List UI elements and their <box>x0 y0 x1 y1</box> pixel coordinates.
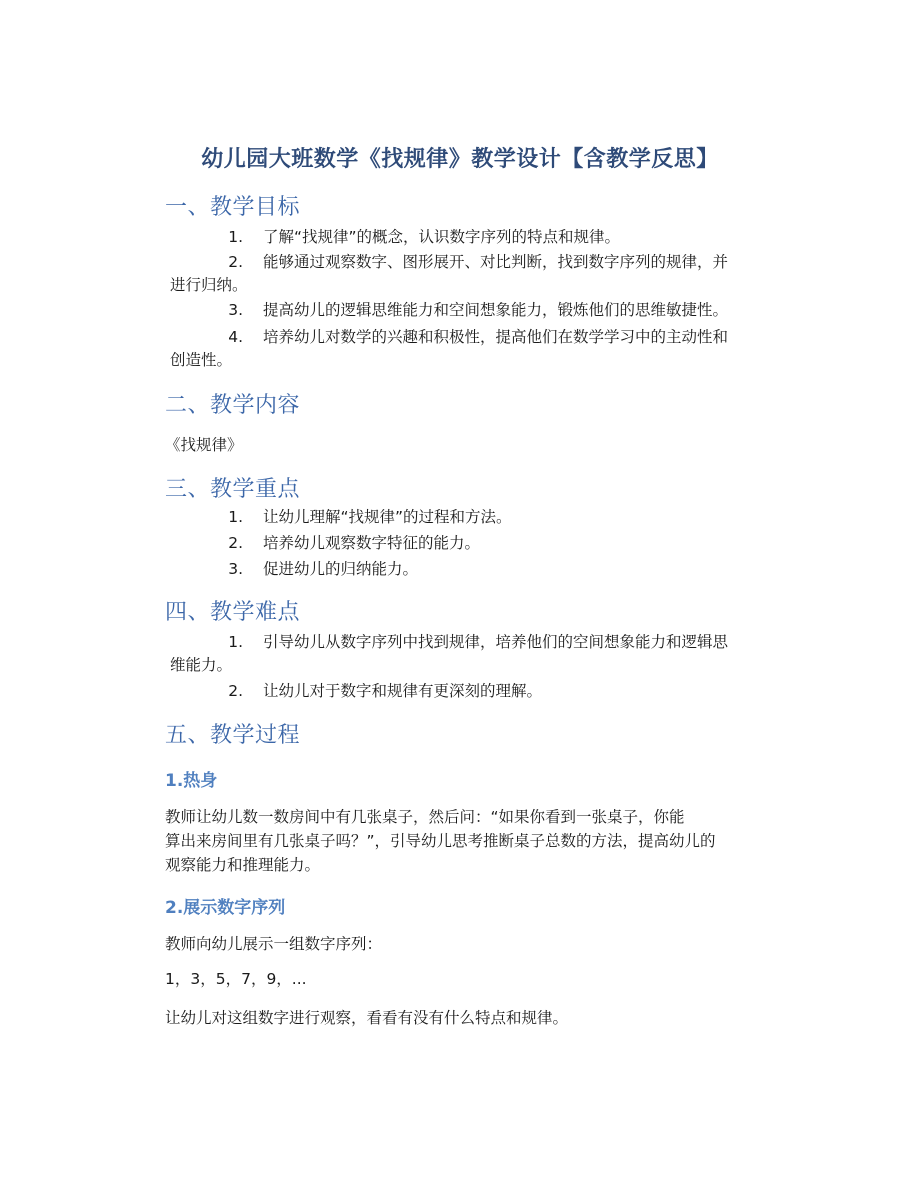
list-number: 3. <box>228 301 243 319</box>
paragraph-line: 算出来房间里有几张桌子吗？”，引导幼儿思考推断桌子总数的方法，提高幼儿的 <box>165 832 716 850</box>
list-number: 2. <box>228 253 243 271</box>
list-item-continuation: 创造性。 <box>170 351 233 369</box>
subsection-heading-warmup: 1.热身 <box>165 771 218 791</box>
list-text: 培养幼儿对数学的兴趣和积极性，提高他们在数学学习中的主动性和 <box>263 328 729 346</box>
list-item <box>165 679 787 703</box>
list-item-continuation: 维能力。 <box>170 656 233 674</box>
list-item-continuation: 进行归纳。 <box>170 276 248 294</box>
list-number: 2. <box>228 682 243 700</box>
list-number: 1. <box>228 633 243 651</box>
list-text: 引导幼儿从数字序列中找到规律，培养他们的空间想象能力和逻辑思 <box>263 633 729 651</box>
list-item <box>165 250 787 274</box>
section-heading-process: 五、教学过程 <box>165 723 301 748</box>
paragraph-line: 观察能力和推理能力。 <box>165 856 321 874</box>
list-item <box>165 531 787 555</box>
list-text: 让幼儿对于数字和规律有更深刻的理解。 <box>263 682 543 700</box>
list-text: 了解“找规律”的概念，认识数字序列的特点和规律。 <box>263 228 621 246</box>
list-text: 让幼儿理解“找规律”的过程和方法。 <box>263 508 512 526</box>
list-item <box>165 325 787 349</box>
document-title: 幼儿园大班数学《找规律》教学设计【含教学反思】 <box>201 147 719 172</box>
section-heading-objectives: 一、教学目标 <box>165 195 301 220</box>
list-text: 提高幼儿的逻辑思维能力和空间想象能力，锻炼他们的思维敏捷性。 <box>263 301 729 319</box>
paragraph-line: 教师让幼儿数一数房间中有几张桌子，然后问：“如果你看到一张桌子，你能 <box>165 808 685 826</box>
section-heading-key-points: 三、教学重点 <box>165 477 301 502</box>
list-number: 3. <box>228 560 243 578</box>
paragraph: 教师向幼儿展示一组数字序列： <box>165 935 383 953</box>
section-heading-content: 二、教学内容 <box>165 393 301 418</box>
list-text: 能够通过观察数字、图形展开、对比判断，找到数字序列的规律，并 <box>263 253 729 271</box>
list-item <box>165 557 787 581</box>
list-item <box>165 630 787 654</box>
section-heading-difficulties: 四、教学难点 <box>165 600 301 625</box>
paragraph: 让幼儿对这组数字进行观察，看看有没有什么特点和规律。 <box>165 1009 569 1027</box>
section-body: 《找规律》 <box>165 436 243 454</box>
list-text: 促进幼儿的归纳能力。 <box>263 560 419 578</box>
list-item <box>165 225 787 249</box>
list-number: 1. <box>228 228 243 246</box>
number-sequence: 1，3，5，7，9，... <box>165 970 307 988</box>
list-text: 培养幼儿观察数字特征的能力。 <box>263 534 481 552</box>
list-number: 4. <box>228 328 243 346</box>
list-number: 1. <box>228 508 243 526</box>
list-item <box>165 505 787 529</box>
subsection-heading-sequence: 2.展示数字序列 <box>165 898 286 918</box>
list-item <box>165 298 787 322</box>
list-number: 2. <box>228 534 243 552</box>
